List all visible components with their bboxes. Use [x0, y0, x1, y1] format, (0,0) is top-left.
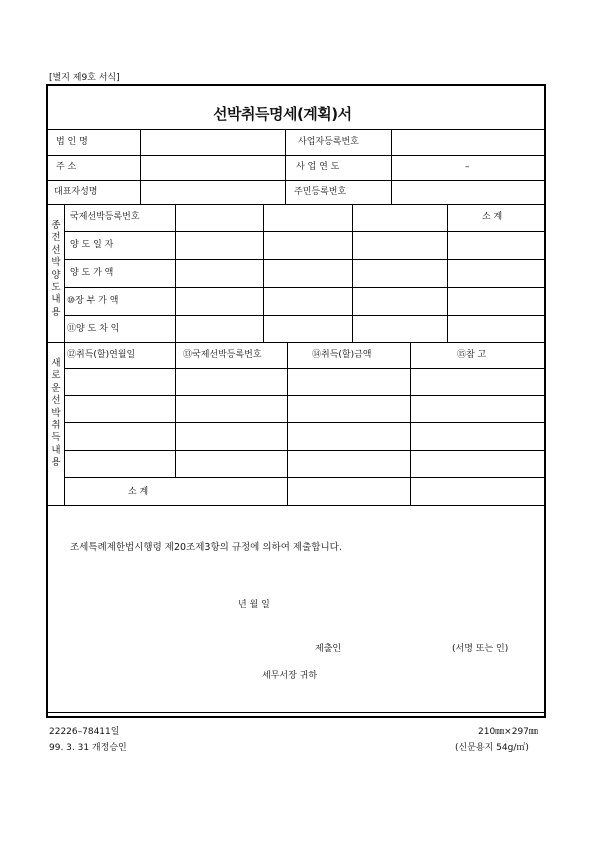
acquire-side-label: 새로운선박취득내용: [51, 358, 61, 469]
rule: [410, 342, 411, 505]
acquire-subtotal-label: 소 계: [128, 487, 149, 497]
biz-year-label: 사 업 연 도: [296, 162, 340, 172]
transfer-row-label: ⑩장 부 가 액: [67, 296, 119, 306]
rule: [64, 315, 544, 316]
resident-no-label: 주민등록번호: [294, 187, 347, 197]
rule: [48, 204, 544, 205]
rule: [48, 129, 544, 130]
rule: [140, 129, 141, 205]
rule: [64, 231, 544, 232]
transfer-row-label: ⑪양 도 차 익: [67, 324, 120, 334]
biz-year-value: –: [465, 162, 470, 172]
rule: [287, 342, 288, 505]
acquire-header-date: ⑫취득(할)연월일: [67, 350, 136, 360]
transfer-row-label: 양 도 가 액: [70, 268, 114, 278]
intl-reg-label: 국제선박등록번호: [70, 212, 140, 222]
acquire-header-note: ⑮참 고: [457, 350, 487, 360]
acquire-header-amount: ⑭취득(할)금액: [312, 350, 372, 360]
rule: [447, 204, 448, 342]
rule: [285, 129, 286, 205]
rule: [391, 129, 392, 205]
rule: [64, 368, 544, 369]
rule: [64, 395, 544, 396]
footer-approval: 99. 3. 31 개정승인: [49, 743, 127, 753]
rule: [263, 204, 264, 342]
corp-name-label: 법 인 명: [56, 137, 88, 147]
biz-reg-no-label: 사업자등록번호: [298, 137, 359, 147]
rep-name-label: 대표자성명: [54, 187, 98, 197]
address-label: 주 소: [56, 162, 77, 172]
submitter-label: 제출인: [315, 644, 342, 654]
rule: [64, 422, 544, 423]
declaration-text: 조세특례제한법시행령 제20조제3항의 규정에 의하여 제출합니다.: [70, 542, 342, 553]
footer-size: 210㎜×297㎜: [478, 727, 538, 737]
rule: [48, 342, 544, 343]
acquire-header-intl-reg: ⑬국제선박등록번호: [183, 350, 262, 360]
rule: [64, 477, 544, 478]
declaration-date: 년 월 일: [238, 600, 270, 610]
footer-code: 22226–78411일: [49, 727, 120, 737]
rule: [175, 342, 176, 477]
transfer-row-label: 양 도 일 자: [70, 240, 114, 250]
signature-note: (서명 또는 인): [452, 644, 509, 654]
rule: [64, 450, 544, 451]
transfer-subtotal-label: 소 계: [482, 212, 503, 222]
footer-paper: (신문용지 54g/㎡): [455, 743, 529, 753]
rule: [64, 204, 65, 505]
rule: [64, 259, 544, 260]
rule: [48, 505, 544, 506]
rule: [352, 204, 353, 342]
rule: [175, 204, 176, 342]
rule: [48, 180, 544, 181]
form-label: [별지 제9호 서식]: [49, 73, 120, 83]
form-title: 선박취득명세(계획)서: [213, 105, 352, 123]
rule: [64, 287, 544, 288]
transfer-side-label: 종전선박양도내용: [51, 220, 61, 318]
rule: [48, 712, 544, 713]
addressee: 세무서장 귀하: [262, 671, 318, 681]
rule: [48, 155, 544, 156]
